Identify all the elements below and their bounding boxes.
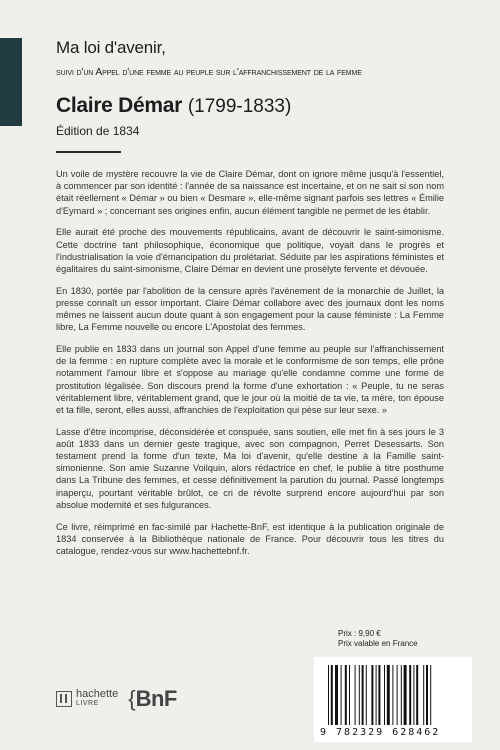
hachette-logo-icon xyxy=(56,691,72,707)
edition-label: Édition de 1834 xyxy=(56,124,140,138)
price-label: Prix : 9,90 € xyxy=(338,629,381,638)
barcode xyxy=(314,657,472,742)
barcode-digits: 9 782329 628462 xyxy=(320,727,441,738)
livre-word: LIVRE xyxy=(76,700,99,707)
publisher-logos xyxy=(56,686,177,712)
hachette-logo-text xyxy=(76,689,118,709)
paragraph-6: Ce livre, réimprimé en fac-similé par Hachette-BnF, est identique à la publication originale de 1834 conservée à la Bibliothèque nationale de France. Pour découvrir tous les titres du catalogue, rendez-vous sur www.hachettebnf.fr. xyxy=(56,521,444,556)
bnf-bracket-icon: { xyxy=(128,686,136,711)
book-subtitle: suivi d'un Appel d'une femme au peuple sur l'affranchissement de la femme xyxy=(56,67,362,78)
paragraph-2: Elle aurait été proche des mouvements républicains, avant de découvrir le saint-simonisme. Cette doctrine tant philosophique, économique que politique, voyait dans le progrès et l'industrialisation la voie d'émancipation du prolétariat. Séduite par les aspirations féministes et égalitaires du saint-simonisme, Claire Démar en devient une prosélyte fervente et dévouée. xyxy=(56,227,444,274)
paragraph-1: Un voile de mystère recouvre la vie de Claire Démar, dont on ignore même jusqu'à l'essentiel, à commencer par son identité : l'année de sa naissance est incertaine, et on ne sait si son nom était réellement « Démar » ou bien « Desmare », elle-même signant parfois ses lettres « Émilie d'Eymard » ; concernant ses origines enfin, aucun élément tangible ne permet de les établir. xyxy=(56,169,444,216)
bnf-logo-text: BnF xyxy=(135,686,177,711)
divider-rule xyxy=(56,151,121,153)
barcode-bars-icon xyxy=(328,665,468,725)
hachette-word: hachette xyxy=(76,688,119,700)
paragraph-4: Elle publie en 1833 dans un journal son Appel d'une femme au peuple sur l'affranchissement de la femme : en rupture complète avec la morale et le conformisme de son temps, elle prône notamment l'amour libre et s'oppose au mariage qu'elle condamne comme une forme de prostitution légalisée. Son discours prend la forme d'une exhortation : « Peuple, tu ne seras véritablement libre, véritablement grand, que le jour où la moitié de ta vie, ta mère, ton épouse et ta fille, seront, elles aussi, affranchies de l'exploitation qui pèse sur leur sexe. » xyxy=(56,343,444,415)
author-line xyxy=(56,94,291,118)
back-cover-text xyxy=(56,168,444,567)
corner-tab xyxy=(0,38,22,126)
author-name: Claire Démar xyxy=(56,94,182,117)
paragraph-5: Lasse d'être incomprise, déconsidérée et conspuée, sans soutien, elle met fin à ses jours le 3 août 1833 dans un dernier geste tragique, avec son compagnon, Perret Desessarts. Son testament prend la forme d'un texte, Ma loi d'avenir, qu'elle destine à la Famille saint-simonienne. Son amie Suzanne Voilquin, alors rédactrice en chef, le publie à titre posthume dans La Tribune des femmes, et cesse définitivement la parution du journal. Passé longtemps inaperçu, pourtant véritable brûlot, ce cri de révolte surprend encore aujourd'hui par son absolue modernité et ses fulgurances. xyxy=(56,426,444,510)
price-block xyxy=(338,629,418,649)
paragraph-3: En 1830, portée par l'abolition de la censure après l'avènement de la monarchie de Juillet, la presse connaît un essor important. Claire Démar collabore avec des journaux dont les noms mêmes ne laissent aucun doute quant à son engagement pour la cause féministe : La Femme libre, La Femme nouvelle ou encore L'Apostolat des femmes. xyxy=(56,285,444,333)
book-title: Ma loi d'avenir, xyxy=(56,38,166,57)
author-dates: (1799-1833) xyxy=(187,96,292,117)
price-note: Prix valable en France xyxy=(338,639,418,648)
